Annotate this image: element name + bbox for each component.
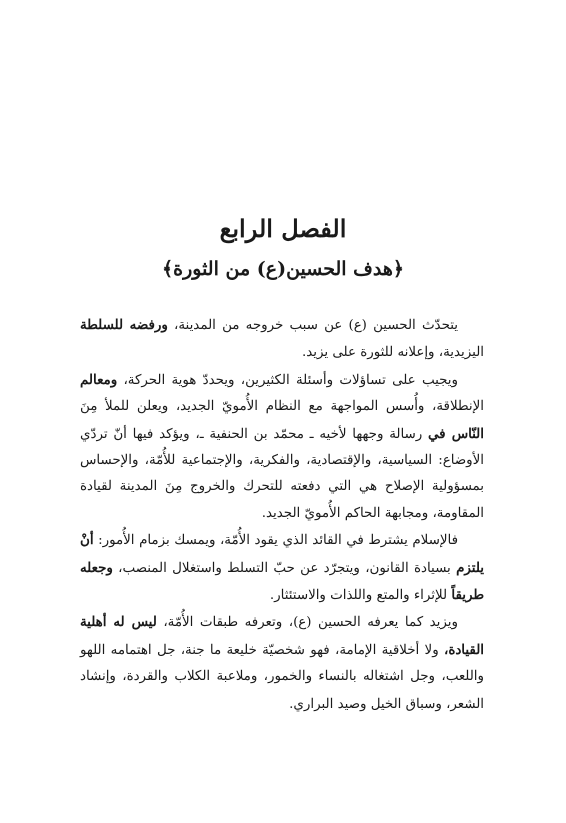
paragraph-text: ويجيب على تساؤلات وأسئلة الكثيرين، ويحددّ هوية الحركة، xyxy=(117,372,458,388)
paragraph-bold-text: أنْ يلتزم xyxy=(80,532,484,576)
paragraph-bold-text: ورفضه للسلطة xyxy=(80,317,168,333)
paragraph-bold-text: وجعله طريقاً xyxy=(80,559,484,604)
paragraph-text: ولا أخلاقية الإمامة، فهو شخصيّة خليعة ما جنة، جل اهتمامه اللهو واللعب، وجل اشتغاله بالنساء والخمور، وملاعبة الكلاب والقردة، وإنشاد الشعر، وسباق الخيل وصيد البراري. xyxy=(80,642,484,712)
paragraph-bold-text: النّاس في xyxy=(427,425,484,442)
paragraph-3 xyxy=(80,527,484,609)
paragraph-bold-text: ليس له أهلية القيادة، xyxy=(80,614,484,658)
paragraph-text: يتحدّث الحسين (ع) عن سبب خروجه من المدينة، xyxy=(167,318,458,333)
chapter-title: الفصل الرابع xyxy=(219,214,347,243)
chapter-subtitle: ﴿هدف الحسين(ع) من الثورة﴾ xyxy=(162,258,404,280)
paragraph-text: للإثراء والمتع واللذات والاستئثار. xyxy=(269,588,452,604)
paragraph-text: فالإسلام يشترط في القائد الذي يقود الأُمّة، ويمسك بزمام الأُمور: xyxy=(93,533,458,549)
paragraph-2 xyxy=(80,367,484,527)
paragraph-bold-text: ومعالم xyxy=(80,371,118,388)
paragraph-text: ويزيد كما يعرفه الحسين (ع)، وتعرفه طبقات الأُمّة، xyxy=(156,615,458,631)
paragraph-text: الإنطلاقة، وأُسس المواجهة مع النظام الأُمويّ الجديد، ويعلن للملأ مِنَ xyxy=(80,399,484,415)
body-text xyxy=(80,312,484,718)
paragraph-1 xyxy=(80,312,484,367)
paragraph-4 xyxy=(80,609,484,718)
paragraph-text: اليزيدية، وإعلانه للثورة على يزيد. xyxy=(302,345,484,361)
paragraph-text: رسالة وجهها لأخيه ـ محمّد بن الحنفية ـ، ويؤكد فيها أنّ تردّي الأوضاع: السياسية، والإقتصادية، والفكرية، والإجتماعية للأُمّة، والإحساس بمسؤولية الإصلاح هي التي دفعته للتحرك والخروج مِنَ المدينة لقيادة المقاومة، ومجابهة الحاكم الأُمويّ الجديد. xyxy=(80,426,484,521)
paragraph-text: بسيادة القانون، ويتجرّد عن حبّ التسلط واستغلال المنصب، xyxy=(112,560,457,576)
